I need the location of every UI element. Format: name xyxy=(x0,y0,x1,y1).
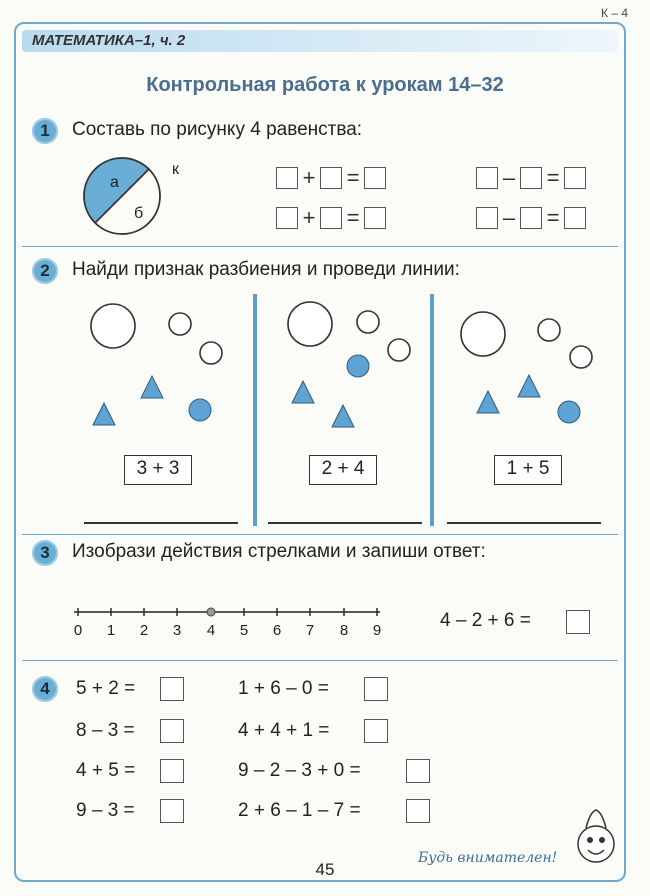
big-circle xyxy=(91,304,135,348)
tick-label: 2 xyxy=(139,622,149,639)
answer-line[interactable] xyxy=(84,522,238,524)
tick-label: 5 xyxy=(239,622,249,639)
tick-label: 6 xyxy=(272,622,282,639)
triangle xyxy=(141,376,163,398)
label-b: б xyxy=(134,205,144,222)
triangle xyxy=(477,391,499,413)
task-3-text: Изобрази действия стрелками и запиши ответ: xyxy=(72,541,486,562)
answer-box[interactable] xyxy=(320,167,342,189)
small-circle xyxy=(357,311,379,333)
start-point-marker xyxy=(207,608,215,616)
plus-sign: + xyxy=(302,205,316,230)
tick-label: 1 xyxy=(106,622,116,639)
shapes-area xyxy=(0,290,650,450)
page-title: Контрольная работа к урокам 14–32 xyxy=(146,74,504,96)
group-2-expression: 2 + 4 xyxy=(309,455,377,485)
answer-box[interactable] xyxy=(364,719,388,743)
answer-box[interactable] xyxy=(566,610,590,634)
answer-box[interactable] xyxy=(160,799,184,823)
task-1-number: 1 xyxy=(32,118,58,144)
minus-sign: – xyxy=(502,165,516,190)
circle-diagram xyxy=(78,150,198,240)
tick-label: 4 xyxy=(206,622,216,639)
task-3-expression: 4 – 2 + 6 = xyxy=(440,610,531,631)
group-3-expression: 1 + 5 xyxy=(494,455,562,485)
tick-label: 0 xyxy=(73,622,83,639)
example-left-2: 8 – 3 = xyxy=(76,720,135,741)
answer-box[interactable] xyxy=(476,167,498,189)
separator xyxy=(22,534,618,535)
big-circle xyxy=(461,312,505,356)
triangle xyxy=(332,405,354,427)
answer-box[interactable] xyxy=(564,207,586,229)
filled-circle xyxy=(558,401,580,423)
mascot-illustration xyxy=(568,806,624,868)
shape-group-1 xyxy=(91,304,222,425)
filled-circle xyxy=(189,399,211,421)
page-number: 45 xyxy=(315,860,335,879)
answer-box[interactable] xyxy=(364,677,388,701)
tick-label: 8 xyxy=(339,622,349,639)
answer-box[interactable] xyxy=(520,207,542,229)
group-divider xyxy=(430,294,434,526)
task-2-number: 2 xyxy=(32,258,58,284)
answer-box[interactable] xyxy=(160,677,184,701)
tick-label: 9 xyxy=(372,622,382,639)
shape-group-3 xyxy=(461,312,592,423)
small-circle xyxy=(169,313,191,335)
group-divider xyxy=(253,294,257,526)
answer-box[interactable] xyxy=(320,207,342,229)
series-label: МАТЕМАТИКА–1, ч. 2 xyxy=(32,32,186,49)
example-left-1: 5 + 2 = xyxy=(76,678,136,699)
number-line-labels xyxy=(68,622,398,642)
example-right-1: 1 + 6 – 0 = xyxy=(238,678,329,699)
answer-box[interactable] xyxy=(160,759,184,783)
separator xyxy=(22,246,618,247)
big-circle xyxy=(288,302,332,346)
example-right-3: 9 – 2 – 3 + 0 = xyxy=(238,760,361,781)
answer-box[interactable] xyxy=(276,207,298,229)
example-left-4: 9 – 3 = xyxy=(76,800,135,821)
answer-box[interactable] xyxy=(406,799,430,823)
shape-group-2 xyxy=(288,302,410,427)
task-1-text: Составь по рисунку 4 равенства: xyxy=(72,119,363,140)
label-k: к xyxy=(172,161,179,178)
equation-row-2-right xyxy=(476,205,586,231)
answer-box[interactable] xyxy=(564,167,586,189)
answer-box[interactable] xyxy=(476,207,498,229)
answer-box[interactable] xyxy=(160,719,184,743)
triangle xyxy=(93,403,115,425)
answer-box[interactable] xyxy=(520,167,542,189)
label-a: а xyxy=(110,174,119,191)
triangle xyxy=(292,381,314,403)
task-4-number: 4 xyxy=(32,676,58,702)
tick-label: 3 xyxy=(172,622,182,639)
equals-sign: = xyxy=(546,205,560,230)
separator xyxy=(22,660,618,661)
small-circle xyxy=(388,339,410,361)
answer-line[interactable] xyxy=(447,522,601,524)
small-circle xyxy=(200,342,222,364)
corner-code: К – 4 xyxy=(600,6,628,20)
example-right-2: 4 + 4 + 1 = xyxy=(238,720,330,741)
equation-row-1-right xyxy=(476,165,586,191)
example-left-3: 4 + 5 = xyxy=(76,760,136,781)
equation-row-1-left xyxy=(276,165,386,191)
tick-label: 7 xyxy=(305,622,315,639)
motto-text: Будь внимателен! xyxy=(418,850,558,866)
number-line xyxy=(64,600,394,624)
answer-line[interactable] xyxy=(268,522,422,524)
group-1-expression: 3 + 3 xyxy=(124,455,192,485)
task-2-text: Найди признак разбиения и проведи линии: xyxy=(72,259,460,280)
minus-sign: – xyxy=(502,205,516,230)
answer-box[interactable] xyxy=(364,167,386,189)
answer-box[interactable] xyxy=(364,207,386,229)
equals-sign: = xyxy=(546,165,560,190)
answer-box[interactable] xyxy=(406,759,430,783)
small-circle xyxy=(570,346,592,368)
filled-circle xyxy=(347,355,369,377)
equals-sign: = xyxy=(346,205,360,230)
plus-sign: + xyxy=(302,165,316,190)
example-right-4: 2 + 6 – 1 – 7 = xyxy=(238,800,361,821)
equation-row-2-left xyxy=(276,205,386,231)
small-circle xyxy=(538,319,560,341)
task-3-number: 3 xyxy=(32,540,58,566)
triangle xyxy=(518,375,540,397)
equals-sign: = xyxy=(346,165,360,190)
answer-box[interactable] xyxy=(276,167,298,189)
